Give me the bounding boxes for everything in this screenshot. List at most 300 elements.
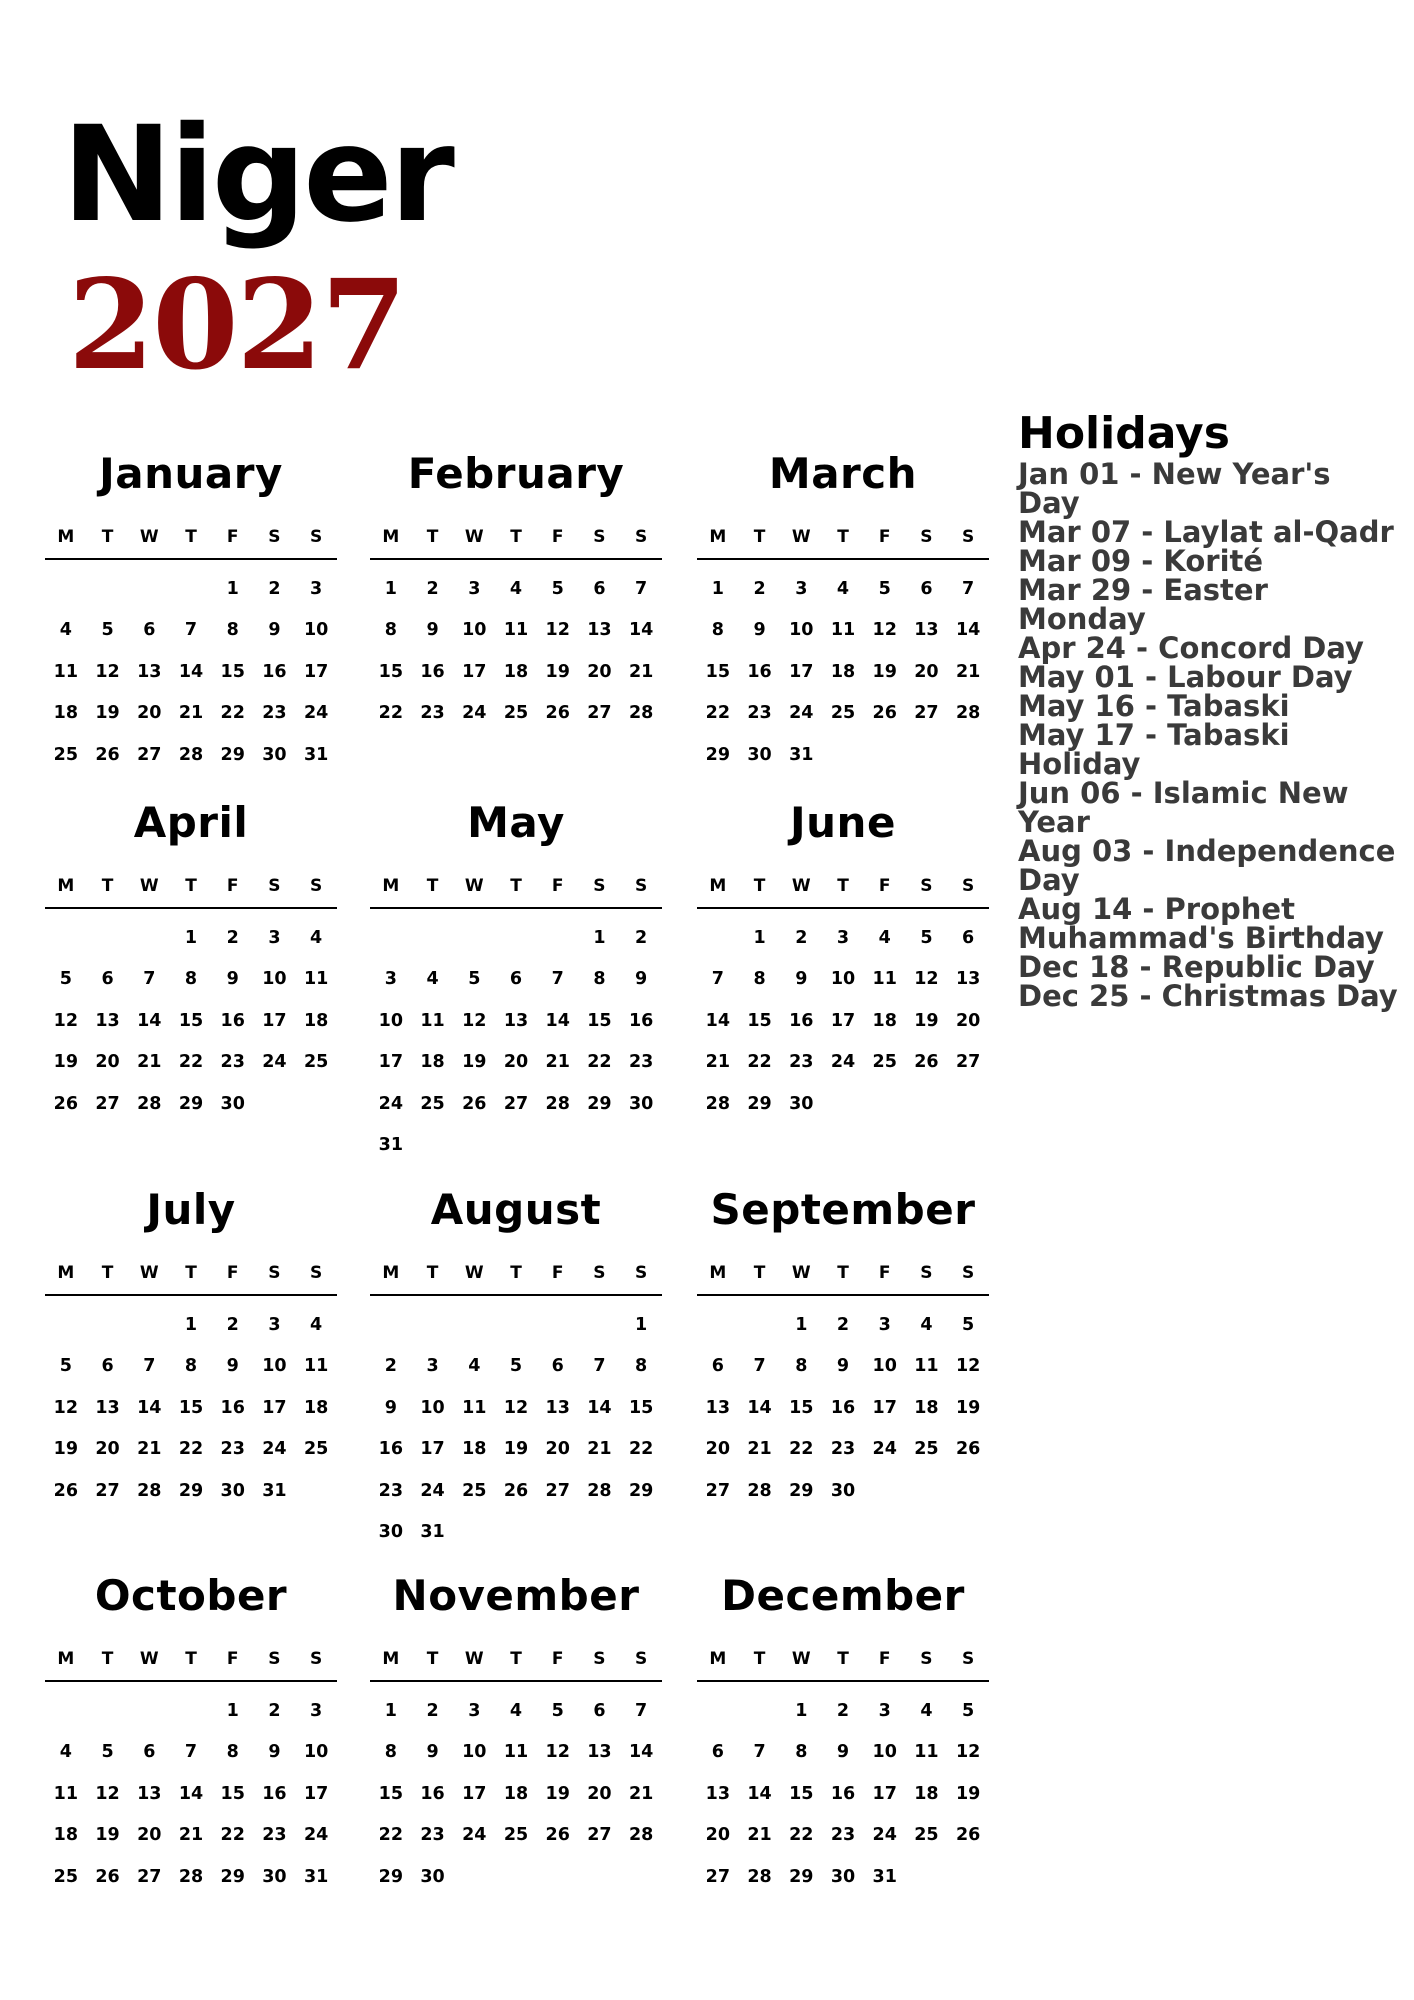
day-cell: 24 xyxy=(303,703,329,724)
holiday-item: May 17 - Tabaski Holiday xyxy=(1018,718,1290,781)
weekday-label: S xyxy=(310,876,323,896)
day-cell: 11 xyxy=(914,1356,939,1377)
day-cell: 20 xyxy=(587,1783,612,1804)
day-cell: 12 xyxy=(545,620,570,641)
day-cell: 10 xyxy=(872,1356,897,1377)
day-cell: 16 xyxy=(220,1010,245,1031)
day-cell: 28 xyxy=(137,1093,162,1114)
month-name: March xyxy=(768,449,918,498)
day-cell: 28 xyxy=(705,1093,731,1114)
day-cell: 22 xyxy=(378,1825,404,1846)
month-name: April xyxy=(133,798,249,847)
day-cell: 7 xyxy=(753,1742,766,1763)
month-name: August xyxy=(430,1185,602,1234)
weekday-label: T xyxy=(101,1263,114,1283)
weekday-label: S xyxy=(962,1649,975,1669)
day-cell: 6 xyxy=(593,578,606,599)
day-cell: 17 xyxy=(789,661,814,682)
weekday-label: T xyxy=(837,1649,849,1669)
day-cell: 21 xyxy=(178,1825,204,1846)
day-cell: 1 xyxy=(753,927,766,948)
day-grid xyxy=(45,1690,337,1898)
day-cell: 8 xyxy=(795,1356,808,1377)
holidays-list xyxy=(1018,457,1398,1013)
day-cell: 30 xyxy=(220,1093,245,1114)
day-cell: 28 xyxy=(178,744,204,765)
day-cell: 13 xyxy=(545,1397,570,1418)
day-cell: 9 xyxy=(635,969,648,990)
weekday-label: F xyxy=(551,876,564,896)
weekday-label: W xyxy=(464,876,484,896)
day-cell: 13 xyxy=(705,1783,731,1804)
day-cell: 14 xyxy=(747,1397,772,1418)
weekday-label: S xyxy=(920,1263,933,1283)
day-cell: 14 xyxy=(137,1397,162,1418)
day-cell: 26 xyxy=(545,703,570,724)
day-cell: 12 xyxy=(53,1010,79,1031)
day-cell: 5 xyxy=(509,1356,523,1377)
day-cell: 15 xyxy=(220,1783,245,1804)
day-cell: 25 xyxy=(503,1825,529,1846)
day-cell: 26 xyxy=(545,1825,570,1846)
day-cell: 13 xyxy=(95,1397,120,1418)
day-cell: 6 xyxy=(509,969,523,990)
day-cell: 3 xyxy=(878,1314,891,1335)
day-cell: 30 xyxy=(378,1522,404,1543)
day-cell: 1 xyxy=(593,927,606,948)
day-cell: 25 xyxy=(53,744,79,765)
month-january xyxy=(45,448,337,776)
day-cell: 6 xyxy=(593,1700,606,1721)
day-cell: 19 xyxy=(462,1052,487,1073)
weekday-label: M xyxy=(57,1649,75,1669)
day-cell: 15 xyxy=(705,661,731,682)
day-cell: 21 xyxy=(587,1439,612,1460)
day-cell: 1 xyxy=(711,578,724,599)
day-cell: 21 xyxy=(747,1825,772,1846)
day-cell: 23 xyxy=(220,1439,245,1460)
weekday-header-row xyxy=(697,875,989,909)
day-cell: 28 xyxy=(137,1480,162,1501)
weekday-label: T xyxy=(837,1263,849,1283)
weekday-label: T xyxy=(510,1263,522,1283)
day-cell: 2 xyxy=(226,1314,239,1335)
weekday-label: S xyxy=(962,527,975,547)
weekday-label: T xyxy=(426,527,439,547)
day-cell: 18 xyxy=(303,1397,329,1418)
day-cell: 10 xyxy=(462,1742,487,1763)
month-july xyxy=(45,1184,337,1512)
day-grid xyxy=(45,1304,337,1512)
day-cell: 16 xyxy=(420,661,445,682)
day-cell: 12 xyxy=(95,661,120,682)
month-name: November xyxy=(392,1571,640,1620)
weekday-label: S xyxy=(920,527,933,547)
day-cell: 27 xyxy=(95,1480,120,1501)
day-grid xyxy=(697,1304,989,1512)
day-cell: 23 xyxy=(830,1439,856,1460)
day-cell: 8 xyxy=(184,969,198,990)
day-cell: 7 xyxy=(711,969,724,990)
day-cell: 11 xyxy=(420,1010,445,1031)
day-cell: 7 xyxy=(184,1742,198,1763)
day-grid xyxy=(697,568,989,776)
day-cell: 22 xyxy=(747,1052,772,1073)
day-cell: 11 xyxy=(462,1397,487,1418)
day-cell: 14 xyxy=(137,1010,162,1031)
day-cell: 28 xyxy=(747,1866,772,1887)
day-cell: 16 xyxy=(378,1439,404,1460)
day-cell: 7 xyxy=(753,1356,766,1377)
holidays-title: Holidays xyxy=(1018,408,1230,459)
day-cell: 4 xyxy=(920,1700,933,1721)
day-cell: 19 xyxy=(53,1439,79,1460)
day-cell: 14 xyxy=(628,1742,654,1763)
day-cell: 20 xyxy=(137,703,162,724)
day-cell: 19 xyxy=(545,1783,570,1804)
day-cell: 21 xyxy=(178,703,204,724)
month-name: October xyxy=(94,1571,288,1620)
holiday-item: Apr 24 - Concord Day xyxy=(1018,631,1364,665)
day-cell: 15 xyxy=(178,1010,204,1031)
weekday-label: S xyxy=(635,1263,648,1283)
day-cell: 31 xyxy=(262,1480,287,1501)
day-cell: 5 xyxy=(878,578,891,599)
day-cell: 17 xyxy=(303,661,329,682)
day-cell: 4 xyxy=(920,1314,933,1335)
day-cell: 17 xyxy=(462,1783,487,1804)
day-cell: 14 xyxy=(178,661,204,682)
day-cell: 16 xyxy=(628,1010,654,1031)
day-cell: 7 xyxy=(143,1356,156,1377)
day-cell: 16 xyxy=(220,1397,245,1418)
day-cell: 25 xyxy=(303,1439,329,1460)
weekday-label: M xyxy=(57,527,75,547)
day-cell: 24 xyxy=(262,1439,287,1460)
day-cell: 15 xyxy=(628,1397,654,1418)
day-cell: 10 xyxy=(420,1397,445,1418)
day-cell: 9 xyxy=(836,1742,850,1763)
holiday-item: Aug 03 - Independence Day xyxy=(1018,834,1396,897)
day-cell: 3 xyxy=(468,578,481,599)
weekday-label: T xyxy=(837,876,849,896)
day-cell: 17 xyxy=(872,1783,897,1804)
weekday-label: T xyxy=(101,527,114,547)
day-cell: 23 xyxy=(220,1052,245,1073)
day-cell: 15 xyxy=(587,1010,612,1031)
holiday-item: May 01 - Labour Day xyxy=(1018,660,1353,694)
day-cell: 30 xyxy=(220,1480,245,1501)
weekday-label: T xyxy=(837,527,849,547)
day-cell: 26 xyxy=(955,1825,981,1846)
day-cell: 13 xyxy=(137,661,162,682)
day-cell: 31 xyxy=(789,744,814,765)
day-cell: 8 xyxy=(226,620,239,641)
day-cell: 11 xyxy=(303,969,329,990)
weekday-label: S xyxy=(593,1649,606,1669)
day-grid xyxy=(370,1304,662,1553)
day-cell: 29 xyxy=(220,1866,245,1887)
day-cell: 15 xyxy=(220,661,245,682)
weekday-label: T xyxy=(426,1649,439,1669)
day-cell: 4 xyxy=(310,927,323,948)
day-cell: 12 xyxy=(955,1356,981,1377)
weekday-label: S xyxy=(635,1649,648,1669)
day-cell: 26 xyxy=(462,1093,487,1114)
day-cell: 15 xyxy=(789,1397,814,1418)
day-cell: 1 xyxy=(795,1314,808,1335)
month-name: June xyxy=(790,798,896,847)
day-cell: 23 xyxy=(747,703,772,724)
day-cell: 13 xyxy=(503,1010,529,1031)
day-cell: 29 xyxy=(178,1093,204,1114)
day-cell: 18 xyxy=(53,1825,79,1846)
weekday-label: S xyxy=(593,1263,606,1283)
day-cell: 18 xyxy=(420,1052,445,1073)
day-cell: 1 xyxy=(384,1700,397,1721)
day-cell: 19 xyxy=(955,1783,981,1804)
weekday-label: M xyxy=(709,1263,727,1283)
month-name: February xyxy=(407,449,625,498)
day-cell: 28 xyxy=(178,1866,204,1887)
day-cell: 25 xyxy=(872,1052,897,1073)
weekday-label: F xyxy=(878,527,891,547)
weekday-label: W xyxy=(139,876,159,896)
day-cell: 25 xyxy=(53,1866,79,1887)
day-cell: 3 xyxy=(836,927,850,948)
day-cell: 21 xyxy=(137,1052,162,1073)
holiday-item: Dec 25 - Christmas Day xyxy=(1018,979,1398,1013)
day-cell: 22 xyxy=(220,1825,245,1846)
weekday-label: T xyxy=(753,876,766,896)
weekday-label: S xyxy=(593,876,606,896)
day-cell: 29 xyxy=(587,1093,612,1114)
day-cell: 4 xyxy=(509,578,523,599)
day-cell: 18 xyxy=(872,1010,897,1031)
day-cell: 30 xyxy=(262,1866,287,1887)
month-march xyxy=(697,448,989,776)
day-cell: 12 xyxy=(955,1742,981,1763)
weekday-header-row xyxy=(370,526,662,560)
day-cell: 23 xyxy=(262,1825,287,1846)
day-cell: 8 xyxy=(753,969,766,990)
day-cell: 3 xyxy=(268,927,281,948)
weekday-label: S xyxy=(310,527,323,547)
day-cell: 19 xyxy=(955,1397,981,1418)
day-cell: 14 xyxy=(705,1010,731,1031)
day-cell: 15 xyxy=(789,1783,814,1804)
weekday-header-row xyxy=(697,1262,989,1296)
month-august xyxy=(370,1184,662,1553)
day-cell: 16 xyxy=(420,1783,445,1804)
day-cell: 11 xyxy=(830,620,856,641)
day-cell: 1 xyxy=(384,578,397,599)
day-cell: 26 xyxy=(53,1093,79,1114)
page-title-country: Niger xyxy=(62,98,452,252)
holiday-item: May 16 - Tabaski xyxy=(1018,689,1290,723)
day-cell: 24 xyxy=(420,1480,445,1501)
day-cell: 17 xyxy=(830,1010,856,1031)
weekday-header-row xyxy=(370,875,662,909)
day-cell: 19 xyxy=(95,703,120,724)
day-cell: 30 xyxy=(262,744,287,765)
day-grid xyxy=(370,917,662,1166)
day-cell: 26 xyxy=(872,703,897,724)
day-cell: 25 xyxy=(914,1439,939,1460)
day-grid xyxy=(370,1690,662,1898)
day-cell: 13 xyxy=(95,1010,120,1031)
day-cell: 29 xyxy=(628,1480,654,1501)
day-cell: 6 xyxy=(711,1742,724,1763)
day-cell: 27 xyxy=(587,1825,612,1846)
month-name: December xyxy=(721,1571,965,1620)
day-cell: 5 xyxy=(101,620,114,641)
day-cell: 13 xyxy=(587,620,612,641)
day-cell: 28 xyxy=(545,1093,570,1114)
day-cell: 11 xyxy=(303,1356,329,1377)
day-cell: 20 xyxy=(545,1439,570,1460)
day-cell: 22 xyxy=(789,1825,814,1846)
weekday-label: W xyxy=(791,527,811,547)
day-cell: 2 xyxy=(384,1356,397,1377)
day-cell: 25 xyxy=(830,703,856,724)
month-name: September xyxy=(710,1185,976,1234)
day-cell: 29 xyxy=(747,1093,772,1114)
month-february xyxy=(370,448,662,734)
holiday-item: Mar 07 - Laylat al-Qadr xyxy=(1018,515,1394,549)
day-cell: 20 xyxy=(705,1825,731,1846)
day-cell: 8 xyxy=(593,969,606,990)
day-cell: 28 xyxy=(955,703,981,724)
day-cell: 17 xyxy=(462,661,487,682)
day-cell: 5 xyxy=(962,1700,975,1721)
day-cell: 4 xyxy=(509,1700,523,1721)
day-cell: 23 xyxy=(789,1052,814,1073)
day-cell: 7 xyxy=(962,578,975,599)
day-cell: 13 xyxy=(955,969,981,990)
day-cell: 20 xyxy=(955,1010,981,1031)
day-cell: 9 xyxy=(426,620,439,641)
day-cell: 13 xyxy=(137,1783,162,1804)
day-cell: 17 xyxy=(420,1439,445,1460)
day-cell: 22 xyxy=(178,1439,204,1460)
day-cell: 6 xyxy=(551,1356,564,1377)
day-cell: 24 xyxy=(462,703,487,724)
day-cell: 7 xyxy=(551,969,564,990)
day-cell: 7 xyxy=(593,1356,606,1377)
weekday-label: M xyxy=(382,1263,400,1283)
day-cell: 15 xyxy=(378,1783,404,1804)
month-june xyxy=(697,797,989,1125)
day-cell: 24 xyxy=(262,1052,287,1073)
day-cell: 10 xyxy=(830,969,856,990)
day-cell: 18 xyxy=(462,1439,487,1460)
weekday-label: T xyxy=(185,876,197,896)
day-cell: 25 xyxy=(914,1825,939,1846)
day-cell: 27 xyxy=(705,1866,731,1887)
day-cell: 8 xyxy=(384,620,397,641)
day-cell: 13 xyxy=(705,1397,731,1418)
day-cell: 7 xyxy=(635,1700,648,1721)
day-cell: 2 xyxy=(426,1700,439,1721)
day-cell: 10 xyxy=(378,1010,404,1031)
day-cell: 10 xyxy=(303,620,329,641)
day-cell: 24 xyxy=(303,1825,329,1846)
day-cell: 1 xyxy=(795,1700,808,1721)
day-cell: 15 xyxy=(747,1010,772,1031)
weekday-label: T xyxy=(510,876,522,896)
day-cell: 23 xyxy=(830,1825,856,1846)
day-cell: 21 xyxy=(628,1783,654,1804)
day-cell: 9 xyxy=(384,1397,397,1418)
day-cell: 4 xyxy=(468,1356,481,1377)
weekday-label: S xyxy=(310,1263,323,1283)
day-cell: 5 xyxy=(962,1314,975,1335)
day-cell: 10 xyxy=(872,1742,897,1763)
day-cell: 27 xyxy=(587,703,612,724)
day-cell: 10 xyxy=(262,1356,287,1377)
weekday-header-row xyxy=(370,1262,662,1296)
day-cell: 10 xyxy=(462,620,487,641)
month-may xyxy=(370,797,662,1166)
day-cell: 8 xyxy=(711,620,724,641)
day-cell: 21 xyxy=(747,1439,772,1460)
day-cell: 20 xyxy=(914,661,939,682)
day-cell: 23 xyxy=(420,1825,445,1846)
weekday-label: F xyxy=(878,1263,891,1283)
weekday-header-row xyxy=(45,526,337,560)
day-cell: 20 xyxy=(503,1052,529,1073)
day-cell: 12 xyxy=(53,1397,79,1418)
day-cell: 10 xyxy=(262,969,287,990)
weekday-label: W xyxy=(139,1263,159,1283)
day-cell: 30 xyxy=(628,1093,654,1114)
day-cell: 9 xyxy=(226,969,239,990)
day-cell: 21 xyxy=(628,661,654,682)
day-cell: 2 xyxy=(268,578,281,599)
day-cell: 24 xyxy=(830,1052,856,1073)
day-cell: 28 xyxy=(628,1825,654,1846)
day-cell: 14 xyxy=(545,1010,570,1031)
day-cell: 16 xyxy=(262,1783,287,1804)
day-cell: 31 xyxy=(303,1866,329,1887)
day-cell: 29 xyxy=(789,1866,814,1887)
month-name: May xyxy=(467,798,565,847)
weekday-label: T xyxy=(185,1263,197,1283)
day-cell: 17 xyxy=(262,1010,287,1031)
weekday-label: W xyxy=(464,527,484,547)
holiday-item: Mar 09 - Korité xyxy=(1018,544,1264,578)
day-cell: 3 xyxy=(426,1356,439,1377)
day-cell: 26 xyxy=(53,1480,79,1501)
day-cell: 30 xyxy=(420,1866,445,1887)
day-cell: 22 xyxy=(705,703,731,724)
day-cell: 31 xyxy=(303,744,329,765)
day-cell: 20 xyxy=(95,1052,120,1073)
day-cell: 23 xyxy=(628,1052,654,1073)
day-cell: 27 xyxy=(545,1480,570,1501)
day-cell: 16 xyxy=(830,1397,856,1418)
weekday-label: T xyxy=(753,1649,766,1669)
day-cell: 31 xyxy=(420,1522,445,1543)
day-cell: 7 xyxy=(184,620,198,641)
weekday-label: T xyxy=(510,527,522,547)
weekday-label: W xyxy=(791,1649,811,1669)
day-cell: 29 xyxy=(378,1866,404,1887)
weekday-label: T xyxy=(753,527,766,547)
weekday-label: M xyxy=(382,527,400,547)
day-cell: 12 xyxy=(462,1010,487,1031)
